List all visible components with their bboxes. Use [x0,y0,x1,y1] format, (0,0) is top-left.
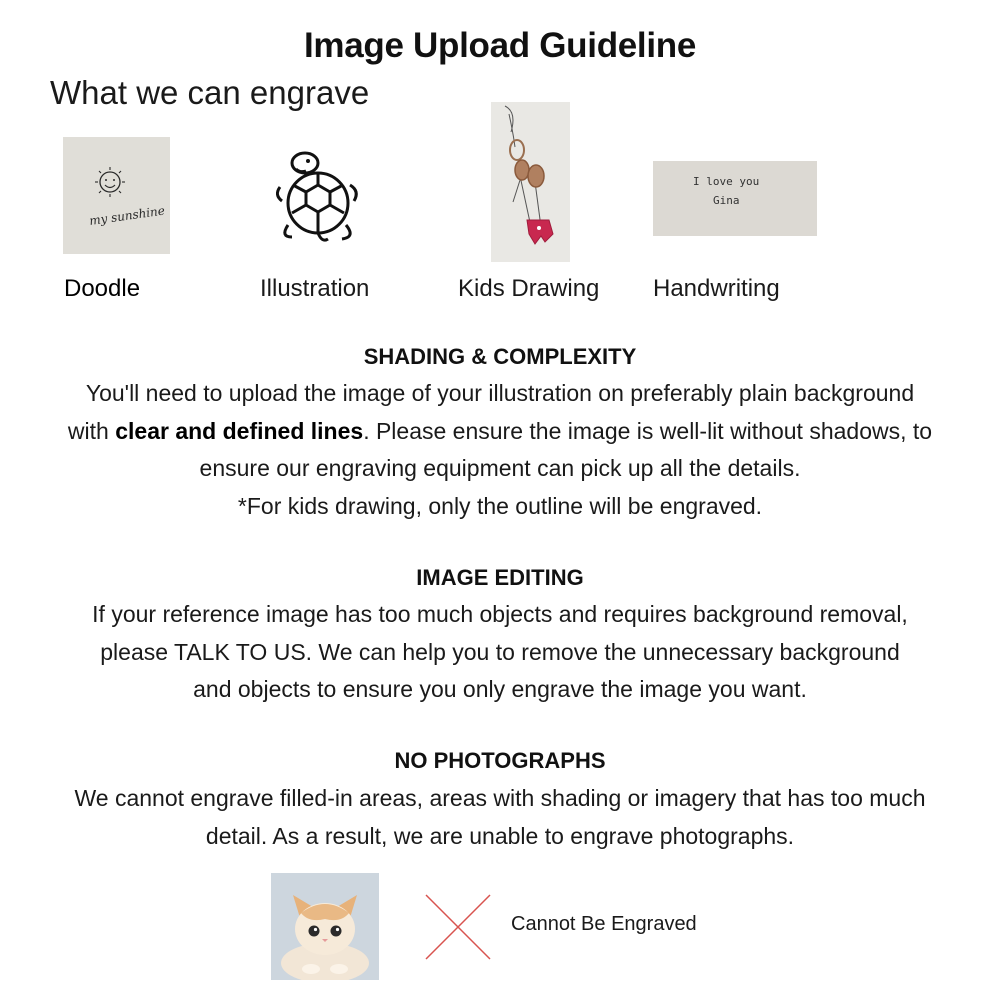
cross-icon [424,893,492,961]
shading-line-2: with clear and defined lines. Please ensure the image is well-lit without shadows, to [67,417,933,444]
sun-doodle-icon [63,137,170,254]
shading-line-3: ensure our engraving equipment can pick up all the details. [199,455,801,481]
handwriting-line2: Gina [713,194,740,207]
paragraph-photographs [20,780,980,855]
kids-drawing-icon [491,102,570,262]
kitten-photo [271,873,379,980]
handwriting-line1: I love you [693,175,760,188]
editing-line-3: and objects to ensure you only engrave the image you want. [193,676,807,702]
doodle-text: my sunshine [88,203,166,228]
shading-line-4: *For kids drawing, only the outline will be engraved. [237,492,763,519]
doodle-image [63,137,170,254]
caption-kids-drawing: Kids Drawing [458,275,600,302]
page-title: Image Upload Guideline [303,26,697,65]
cannot-engrave-label: Cannot Be Engraved [511,913,697,935]
paragraph-shading [20,375,980,525]
editing-line-1: If your reference image has too much objects and requires background removal, [92,601,908,627]
handwriting-image [653,161,817,236]
photos-line-1: We cannot engrave filled-in areas, areas with shading or imagery that has too much [74,785,926,811]
caption-illustration: Illustration [260,275,370,302]
caption-handwriting: Handwriting [653,275,780,302]
paragraph-editing [20,596,980,709]
heading-shading: SHADING & COMPLEXITY [363,344,637,369]
handwriting-icon [653,161,817,236]
photos-line-2: detail. As a result, we are unable to engrave photographs. [205,822,795,849]
heading-photographs: NO PHOTOGRAPHS [394,748,606,773]
heading-editing: IMAGE EDITING [416,565,584,590]
section-subtitle: What we can engrave [50,74,370,111]
caption-doodle: Doodle [64,275,141,302]
editing-line-2: please TALK TO US. We can help you to remove the unnecessary background [100,638,900,665]
turtle-icon [270,145,365,245]
emphasis-clear-lines: clear and defined lines [115,417,364,444]
shading-line-1: You'll need to upload the image of your illustration on preferably plain background [85,380,915,406]
kids-drawing-image [491,102,570,262]
illustration-image [270,145,365,245]
kitten-icon [271,873,379,980]
